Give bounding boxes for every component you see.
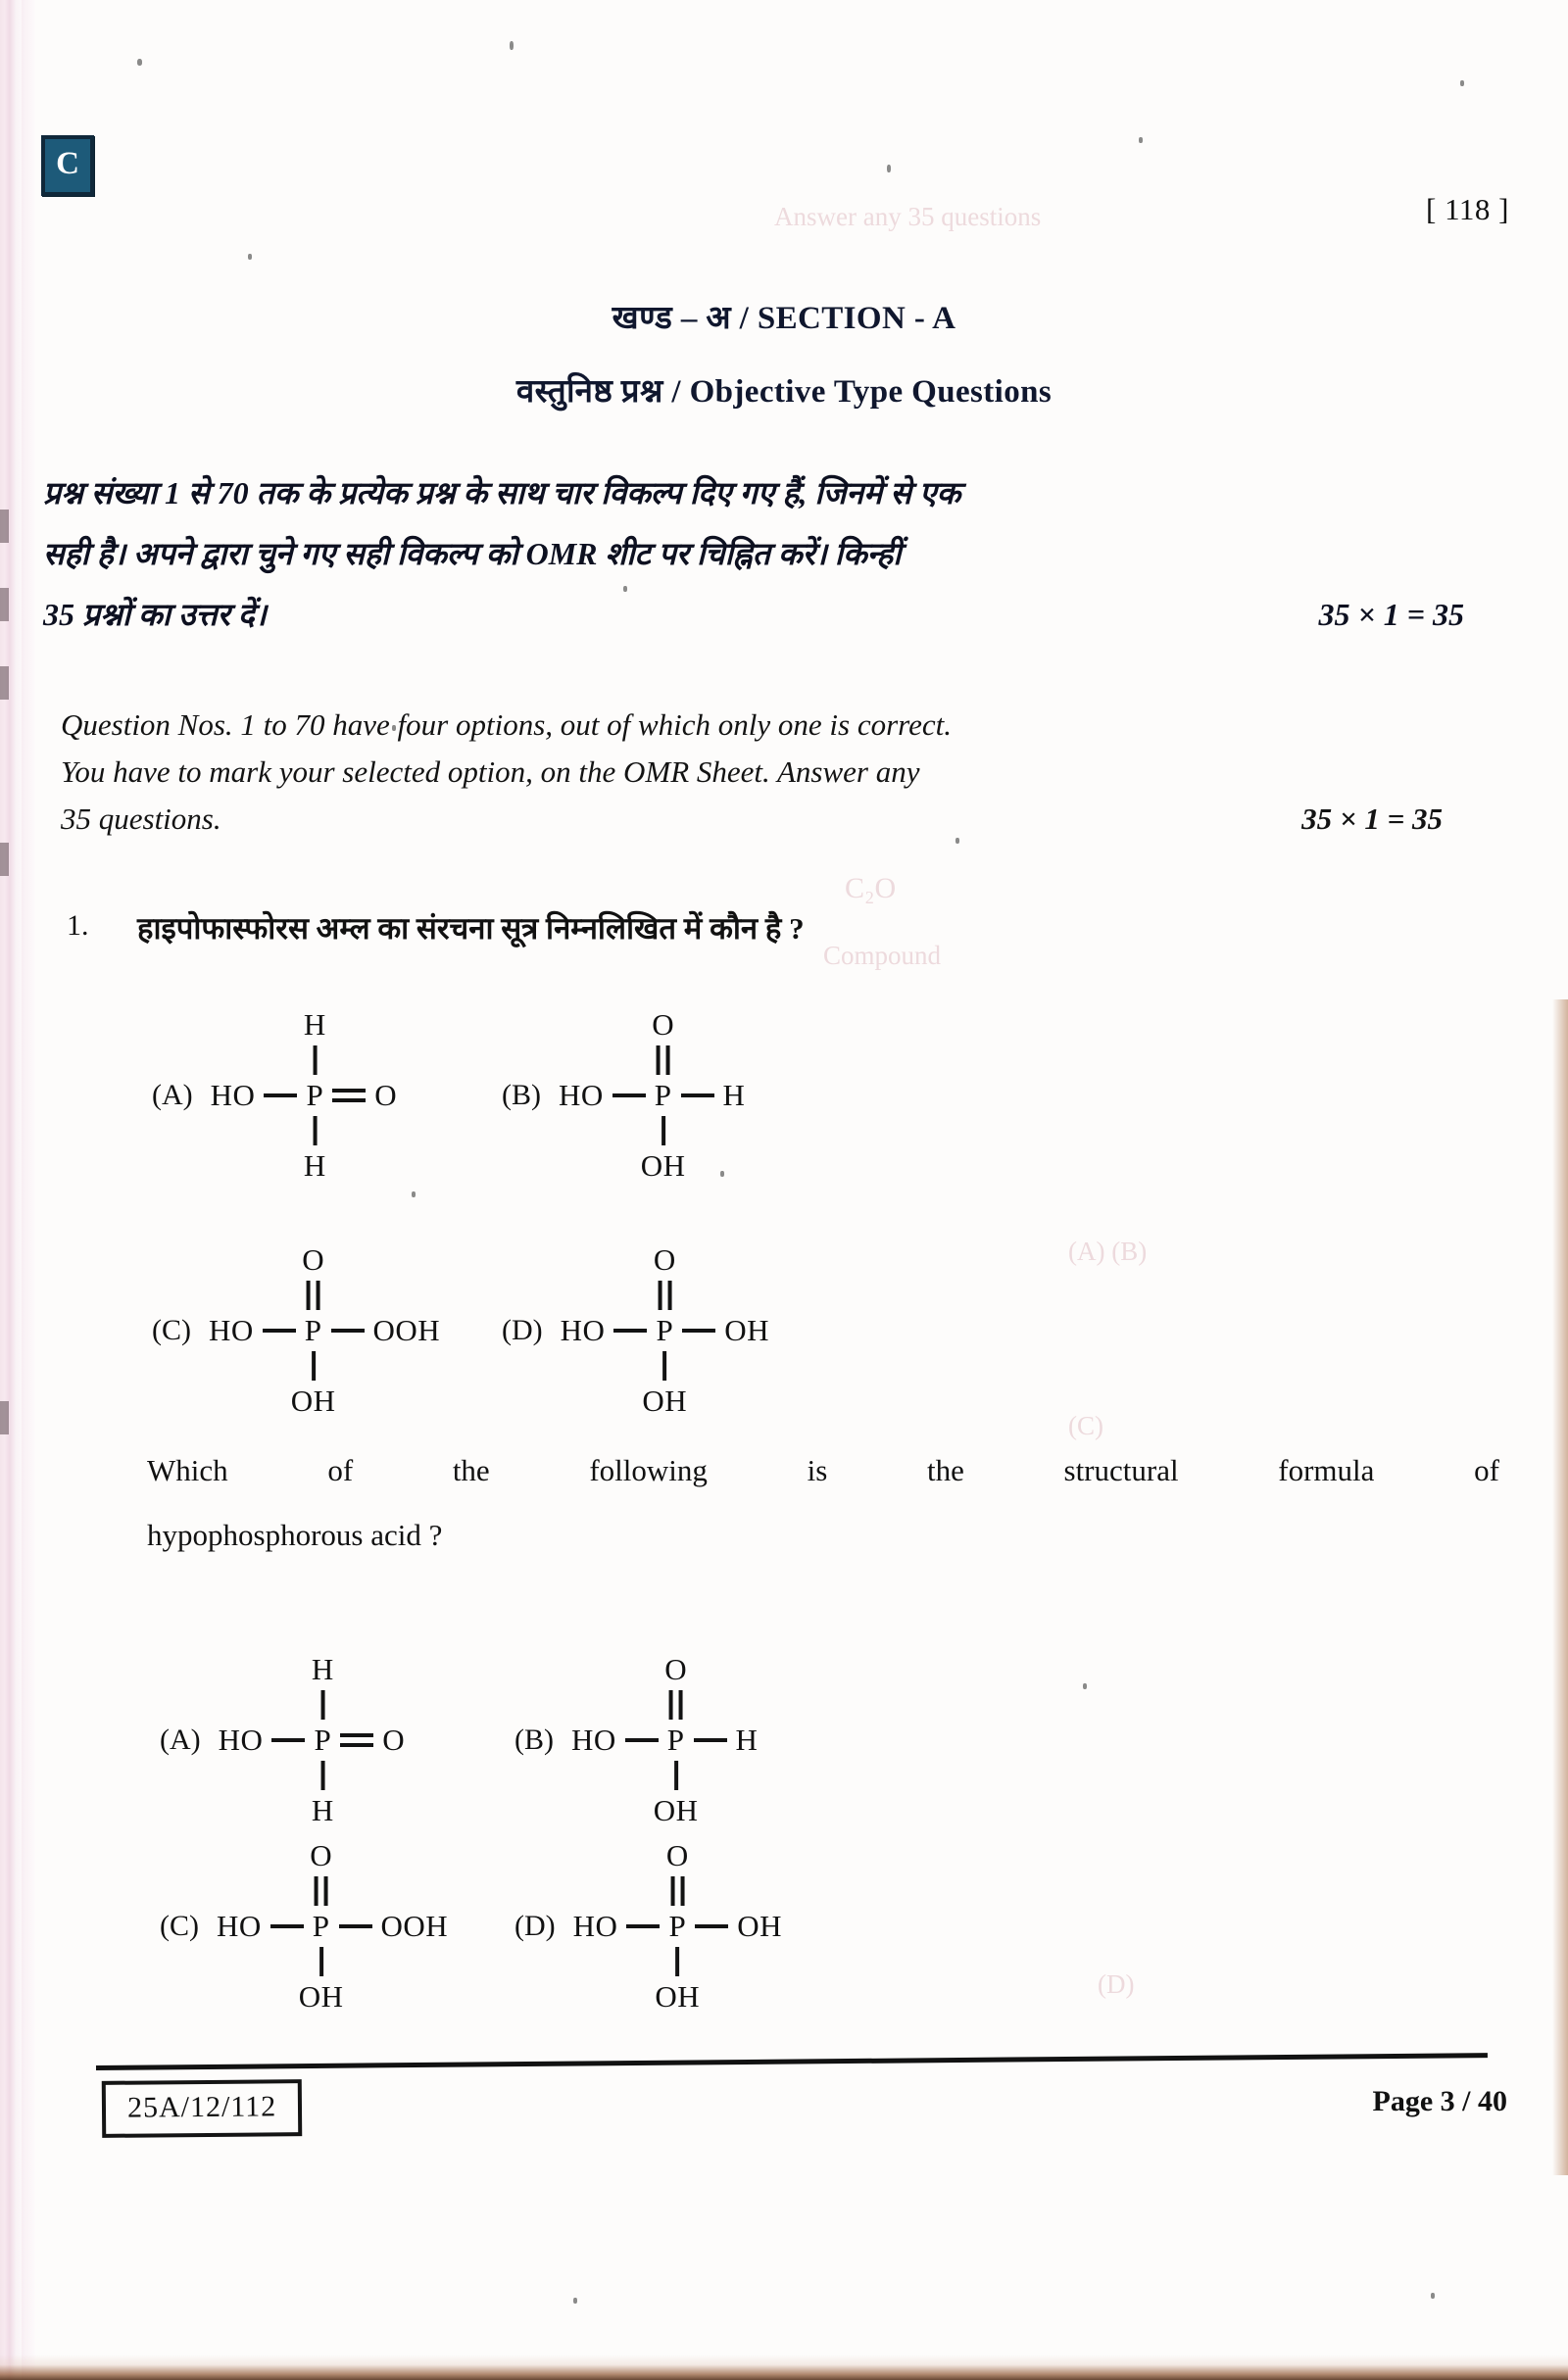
atom-right: O <box>382 1723 406 1757</box>
bond-double-horizontal <box>332 1088 366 1103</box>
instruction-line: सही है। अपने द्वारा चुने गए सही विकल्प को OMR शीट पर चिह्नित करें। किन्हीं <box>43 536 902 571</box>
bleedthrough-text: C₂O <box>845 872 897 904</box>
option-b-english[interactable] <box>514 1652 759 1827</box>
top-substituent <box>310 1838 332 1909</box>
central-atom-column <box>653 1652 699 1827</box>
option-label: (C) <box>152 1314 191 1346</box>
scan-speck <box>510 41 514 50</box>
bleedthrough-text: (D) <box>1098 1969 1135 1999</box>
atom-center: P <box>668 1909 687 1943</box>
scan-edge-artifact-left-inner <box>22 0 35 2380</box>
instruction-line-with-marks <box>43 584 1513 645</box>
bleedthrough-text: Answer any 35 questions <box>774 202 1042 231</box>
section-subtitle: वस्तुनिष्ठ प्रश्न / Objective Type Questions <box>515 374 1053 410</box>
bond-single-horizontal <box>613 1329 647 1333</box>
scan-tick-mark <box>0 666 9 700</box>
scan-speck <box>1460 80 1464 86</box>
instruction-line: प्रश्न संख्या 1 से 70 तक के प्रत्येक प्रश्न के साथ चार विकल्प दिए गए हैं, जिनमें से एक <box>43 475 961 510</box>
option-label: (D) <box>502 1314 543 1346</box>
atom-left: HO <box>218 1723 264 1757</box>
instruction-line: 35 questions. <box>61 801 221 836</box>
bond-single-vertical <box>313 1116 317 1145</box>
atom-right: H <box>722 1078 746 1112</box>
option-label: (A) <box>160 1724 201 1756</box>
scan-edge-artifact-right <box>1552 999 1568 2175</box>
atom-left: HO <box>210 1078 256 1112</box>
bond-single-horizontal <box>263 1329 296 1333</box>
top-substituent <box>666 1838 689 1909</box>
set-code-badge: C <box>41 135 94 196</box>
atom-bottom: OH <box>655 1979 701 2014</box>
bottom-substituent <box>312 1758 334 1828</box>
scan-tick-mark <box>0 843 9 876</box>
bond-single-vertical <box>312 1351 316 1381</box>
bottom-substituent <box>655 1944 700 2015</box>
atom-right: H <box>735 1723 759 1757</box>
option-label: (B) <box>502 1079 541 1111</box>
atom-bottom: OH <box>640 1148 686 1183</box>
bond-single-horizontal <box>694 1738 727 1742</box>
atom-top: O <box>664 1652 688 1686</box>
bond-double-vertical <box>668 1690 684 1720</box>
central-atom-column <box>311 1652 334 1827</box>
atom-center: P <box>314 1723 332 1757</box>
bond-single-horizontal <box>625 1738 659 1742</box>
atom-right: OH <box>724 1313 769 1347</box>
scan-speck <box>1083 1683 1087 1689</box>
atom-top: O <box>302 1242 325 1277</box>
bond-single-horizontal <box>270 1924 304 1928</box>
atom-center: P <box>654 1078 672 1112</box>
central-atom-column <box>642 1242 688 1418</box>
scan-tick-mark <box>0 588 9 621</box>
central-atom-column <box>303 1007 326 1183</box>
instruction-line: 35 प्रश्नों का उत्तर दें। <box>43 597 267 632</box>
scan-speck <box>720 1171 724 1177</box>
bond-single-vertical <box>319 1947 323 1976</box>
option-label: (D) <box>514 1910 556 1942</box>
bleedthrough-text: (A) (B) <box>1068 1237 1148 1266</box>
atom-top: O <box>652 1007 675 1042</box>
bottom-substituent <box>304 1113 326 1184</box>
bottom-substituent <box>654 1758 699 1828</box>
scan-speck <box>1431 2293 1435 2299</box>
atom-center: P <box>666 1723 685 1757</box>
scan-edge-artifact-bottom <box>0 2355 1568 2380</box>
option-a-hindi[interactable] <box>152 1007 398 1183</box>
structure-formula <box>560 1242 769 1418</box>
atom-left: HO <box>560 1313 606 1347</box>
atom-bottom: OH <box>290 1384 336 1418</box>
scan-speck <box>412 1191 416 1197</box>
bond-single-vertical <box>674 1761 678 1790</box>
question-line: hypophosphorous acid ? <box>147 1518 443 1552</box>
bond-double-vertical <box>314 1876 329 1906</box>
bond-single-vertical <box>662 1116 665 1145</box>
structure-formula <box>559 1007 746 1183</box>
atom-top: O <box>665 1838 689 1872</box>
atom-top: H <box>311 1652 334 1686</box>
bond-single-horizontal <box>695 1924 728 1928</box>
instruction-line: You have to mark your selected option, on the OMR Sheet. Answer any <box>61 754 920 789</box>
bond-single-horizontal <box>626 1924 660 1928</box>
marks-allocation: 35 × 1 = 35 <box>1301 801 1443 836</box>
question-text-english <box>147 1438 1499 1568</box>
section-heading: खण्ड – अ / SECTION - A <box>612 301 956 336</box>
atom-right: OOH <box>372 1313 441 1347</box>
scan-speck <box>137 59 142 66</box>
atom-top: O <box>653 1242 676 1277</box>
instruction-line-with-marks <box>61 796 1501 843</box>
atom-bottom: OH <box>642 1384 688 1418</box>
central-atom-column <box>655 1838 701 2014</box>
scan-speck <box>887 165 891 172</box>
marks-allocation: 35 × 1 = 35 <box>1318 597 1464 632</box>
structure-formula <box>571 1652 759 1827</box>
atom-bottom: OH <box>298 1979 344 2014</box>
atom-bottom: OH <box>653 1793 699 1827</box>
central-atom-column <box>640 1007 686 1183</box>
atom-left: HO <box>559 1078 604 1112</box>
atom-bottom: H <box>311 1793 334 1827</box>
scan-speck <box>248 254 252 260</box>
atom-top: H <box>303 1007 326 1042</box>
structure-formula <box>217 1838 449 2014</box>
atom-right: OH <box>737 1909 782 1943</box>
atom-bottom: H <box>303 1148 326 1183</box>
central-atom-column <box>298 1838 344 2014</box>
page-number-label: Page 3 / 40 <box>1372 2085 1507 2117</box>
paper-code-label: [ 118 ] <box>1426 192 1509 226</box>
bond-single-vertical <box>320 1761 324 1790</box>
top-substituent <box>312 1652 334 1723</box>
bond-double-vertical <box>669 1876 685 1906</box>
bottom-substituent <box>641 1113 686 1184</box>
question-text-hindi: हाइपोफास्फोरस अम्ल का संरचना सूत्र निम्नलिखित में कौन है ? <box>137 911 805 946</box>
bottom-substituent <box>642 1348 687 1419</box>
structure-formula <box>210 1007 398 1183</box>
bond-double-vertical <box>657 1281 672 1310</box>
atom-center: P <box>312 1909 330 1943</box>
atom-right: O <box>374 1078 398 1112</box>
atom-left: HO <box>572 1909 618 1943</box>
bond-double-vertical <box>306 1281 321 1310</box>
bottom-substituent <box>299 1944 344 2015</box>
bond-single-vertical <box>662 1351 666 1381</box>
bond-single-vertical <box>313 1045 317 1075</box>
option-label: (A) <box>152 1079 193 1111</box>
bond-double-vertical <box>656 1045 671 1075</box>
bond-single-horizontal <box>681 1093 714 1097</box>
bond-single-horizontal <box>682 1329 715 1333</box>
top-substituent <box>664 1652 687 1723</box>
option-label: (C) <box>160 1910 199 1942</box>
atom-center: P <box>656 1313 674 1347</box>
question-line-justified: Which of the following is the structural formula of <box>147 1453 1499 1487</box>
bleedthrough-text: Compound <box>823 941 942 970</box>
bond-single-horizontal <box>339 1924 372 1928</box>
scan-tick-mark <box>0 1401 9 1434</box>
paper-serial-box: 25A/12/112 <box>102 2079 303 2138</box>
option-d-hindi[interactable] <box>502 1242 769 1418</box>
instructions-english <box>61 702 1501 843</box>
bond-single-horizontal <box>264 1093 297 1097</box>
instruction-line: Question Nos. 1 to 70 have four options, out of which only one is correct. <box>61 707 952 742</box>
scan-speck <box>573 2298 577 2304</box>
atom-left: HO <box>571 1723 616 1757</box>
atom-left: HO <box>209 1313 254 1347</box>
structure-formula <box>209 1242 441 1418</box>
top-substituent <box>652 1007 674 1078</box>
atom-left: HO <box>217 1909 262 1943</box>
instructions-hindi <box>43 462 1513 645</box>
atom-right: OOH <box>380 1909 449 1943</box>
scan-speck <box>1139 137 1143 143</box>
bottom-substituent <box>291 1348 336 1419</box>
atom-center: P <box>304 1313 322 1347</box>
top-substituent <box>302 1242 324 1313</box>
bond-single-vertical <box>320 1690 324 1720</box>
bond-double-horizontal <box>340 1732 373 1748</box>
structure-formula <box>218 1652 406 1827</box>
option-c-english[interactable] <box>160 1838 449 2014</box>
option-label: (B) <box>514 1724 554 1756</box>
question-number: 1. <box>67 909 89 942</box>
bond-single-horizontal <box>331 1329 365 1333</box>
option-c-hindi[interactable] <box>152 1242 441 1418</box>
bond-single-horizontal <box>612 1093 646 1097</box>
option-a-english[interactable] <box>160 1652 406 1827</box>
atom-center: P <box>306 1078 324 1112</box>
option-b-hindi[interactable] <box>502 1007 746 1183</box>
central-atom-column <box>290 1242 336 1418</box>
top-substituent <box>304 1007 326 1078</box>
bond-single-vertical <box>675 1947 679 1976</box>
top-substituent <box>654 1242 676 1313</box>
scan-tick-mark <box>0 510 9 543</box>
atom-top: O <box>310 1838 333 1872</box>
footer-divider <box>96 2053 1488 2070</box>
option-d-english[interactable] <box>514 1838 782 2014</box>
structure-formula <box>572 1838 782 2014</box>
bond-single-horizontal <box>271 1738 305 1742</box>
bleedthrough-text: (C) <box>1068 1411 1103 1440</box>
